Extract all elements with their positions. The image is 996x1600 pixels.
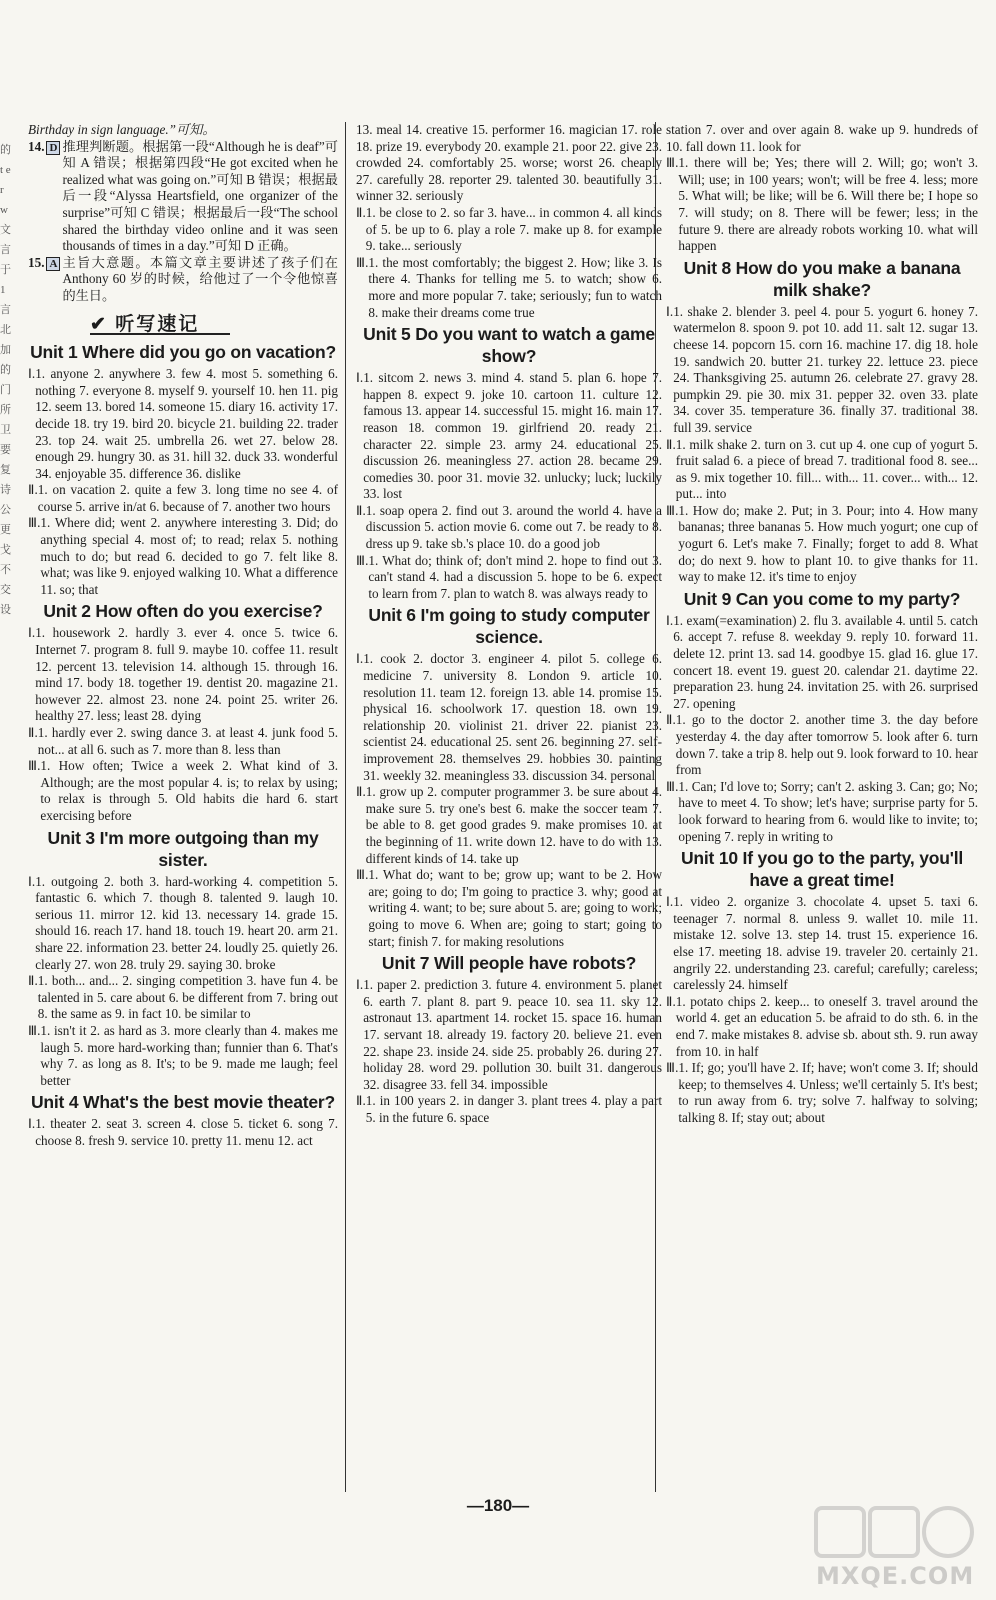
section-number: Ⅰ. — [28, 625, 36, 641]
answer-section — [28, 758, 338, 824]
answer-section — [356, 553, 662, 603]
question-number: 14. D — [28, 139, 62, 255]
section-answers: 1. soap opera 2. find out 3. around the world 4. have a discussion 5. action movie 6. come out 7. be ready to 8. dress up 9. take sb.'s place 10. do a good job — [365, 502, 662, 552]
section-number: Ⅲ. — [666, 502, 679, 518]
section-answers: 1. Where did; went 2. anywhere interesting 3. Did; do anything special 4. most of; to read; relax 5. nothing much to do; but read 6. decided to go 7. felt like 8. what; was like 9. enjoyed walking 10. What a difference 11. so; that — [40, 515, 338, 597]
section-answers: 1. on vacation 2. quite a few 3. long time no see 4. of course 5. arrive in/at 6. because of 7. another two hours — [37, 482, 338, 514]
section-answers: 1. What do; want to be; grow up; want to be 2. How are; going to do; I'm going to practice 3. why; good at writing 4. want; to be; sure about 5. are; going to work; going to move 6. When are; going to start; going to start; finish 7. for making resolutions — [368, 867, 662, 949]
text-line: Birthday in sign language.”可知。 — [28, 122, 216, 137]
question-14 — [28, 139, 338, 255]
unit-8-title: Unit 8 How do you make a banana milk shake? — [683, 257, 961, 300]
section-answers: 13. meal 14. creative 15. performer 16. magician 17. role 18. prize 19. everybody 20. example 21. poor 22. give 23. crowded 24. comfortably 25. worse; worst 26. cheaply 27. carefully 28. reporter 29. talented 30. beautifully 31. winner 32. seriously — [356, 122, 662, 204]
section-number: Ⅰ. — [666, 612, 674, 628]
page-margin-strip: 的 t e r w 文 言 于 1 言 北 加 的 门 所 卫 要 复 诗 公 更 戈 不 交 设 — [0, 144, 11, 616]
column-1 — [28, 122, 338, 1149]
answer-box: A — [46, 257, 60, 271]
answer-section — [666, 304, 978, 437]
section-answers: 1. go to the doctor 2. another time 3. the day before yesterday 4. the day after tomorrow 5. look after 6. turn down 7. take a trip 8. help out 9. look forward to 10. hear from — [675, 712, 978, 778]
question-15 — [28, 255, 338, 305]
unit-6-title: Unit 6 I'm going to study computer science. — [368, 605, 650, 648]
answer-section — [28, 1116, 338, 1149]
section-number: Ⅲ. — [666, 778, 679, 794]
section-answers: 1. be close to 2. so far 3. have... in common 4. all kinds of 5. be up to 6. play a role 7. make up 8. for example 9. take... seriously — [365, 204, 662, 254]
answer-section — [356, 503, 662, 553]
unit-3-title: Unit 3 I'm more outgoing than my sister. — [47, 827, 319, 870]
section-number: Ⅰ. — [28, 366, 36, 382]
answer-section — [356, 370, 662, 503]
section-answers: 1. theater 2. seat 3. screen 4. close 5. ticket 6. song 7. choose 8. fresh 9. service 10. pretty 11. menu 12. act — [35, 1116, 338, 1148]
section-heading: ✔ 听写速记 — [90, 317, 230, 336]
answer-section — [666, 779, 978, 845]
answer-box: D — [46, 141, 60, 155]
section-answers: station 7. over and over again 8. wake up 9. hundreds of 10. fall down 11. look for — [666, 122, 978, 154]
answer-section — [28, 725, 338, 758]
unit-7-title: Unit 7 Will people have robots? — [381, 953, 637, 974]
answer-section — [666, 1060, 978, 1126]
answer-section — [666, 894, 978, 994]
section-answers: 1. shake 2. blender 3. peel 4. pour 5. yogurt 6. honey 7. watermelon 8. spoon 9. pot 10. add 11. salt 12. sugar 13. cheese 14. popcorn 15. corn 16. machine 17. dig 18. hole 19. sandwich 20. butter 21. turkey 22. lettuce 23. piece 24. Thanksgiving 25. autumn 26. celebrate 27. gravy 28. pumpkin 29. pie 30. mix 31. pepper 32. oven 33. plate 34. cover 35. temperature 36. finally 37. traditional 38. full 39. service — [673, 303, 978, 435]
column-divider — [345, 122, 346, 1492]
section-number: Ⅱ. — [356, 204, 366, 220]
unit-1-title: Unit 1 Where did you go on vacation? — [30, 342, 336, 363]
column-3 — [666, 122, 978, 1126]
section-answers: 1. How often; Twice a week 2. What kind of 3. Although; are the most popular 4. is; to relax by using; to relax is through 5. Old habits die hard 6. start exercising before — [40, 758, 338, 823]
section-number: Ⅲ. — [28, 1022, 41, 1038]
page-number: —180— — [466, 1496, 530, 1515]
section-answers: 1. If; go; you'll have 2. If; have; won't come 3. If; should keep; to themselves 4. Unless; we'll certainly 5. It's best; to run away from 6. try; solve 7. halfway to solving; talking 8. If; stay out; about — [678, 1060, 978, 1125]
section-number: Ⅱ. — [28, 725, 38, 740]
answer-section — [666, 122, 978, 155]
section-answers: 1. potato chips 2. keep... to oneself 3. travel around the world 4. get an education 5. be afraid to do sth. 6. in the end 7. make mistakes 8. advise sb. about sth. 9. run away from 10. in half — [675, 993, 978, 1059]
answer-section — [356, 784, 662, 867]
answer-section — [356, 1093, 662, 1126]
section-answers: 1. paper 2. prediction 3. future 4. environment 5. planet 6. earth 7. plant 8. part 9. peace 10. sea 11. sky 12. astronaut 13. apartment 14. rocket 15. space 16. human 17. servant 18. already 19. factory 20. believe 21. even 22. shape 23. inside 24. side 25. probably 26. during 27. holiday 28. word 29. pollution 30. built 31. dangerous 32. disagree 33. fell 34. impossible — [363, 977, 662, 1092]
answer-section — [28, 625, 338, 725]
answer-section — [666, 155, 978, 255]
question-explanation: 主旨大意题。本篇文章主要讲述了孩子们在 Anthony 60 岁的时候，给他过了一个令他惊喜的生日。 — [62, 254, 338, 303]
unit-4-title: Unit 4 What's the best movie theater? — [30, 1092, 336, 1113]
answer-section — [356, 867, 662, 950]
section-answers: 1. isn't it 2. as hard as 3. more clearly than 4. makes me laugh 5. more hard-working than; funnier than 6. That's why 7. as long as 8. It's; to be 9. made me laugh; feel better — [40, 1022, 338, 1088]
section-number: Ⅱ. — [28, 482, 38, 498]
section-answers: 1. How do; make 2. Put; in 3. Pour; into 4. How many bananas; three bananas 5. How much yogurt; one cup of yogurt 6. Let's make 7. Finally; forget to add 8. What do; do next 9. how to plant 10. to give thanks for 11. way to make 12. it's time to enjoy — [678, 502, 978, 585]
answer-section — [28, 973, 338, 1023]
question-explanation: 推理判断题。根据第一段“Although he is deaf”可知 A 错误；根据第四段“He got excited when he realized what was going on.”可知 B 错误；根据最后一段“Alyssa Heartsfield, one organizer of the surprise”可知 C 错误；根据最后一段“The school shared the birthday video online and it was seen thousands of times in a day.”可知 D 正确。 — [62, 138, 338, 254]
answer-section — [28, 482, 338, 515]
section-answers: 1. in 100 years 2. in danger 3. plant trees 4. play a part 5. in the future 6. space — [365, 1093, 662, 1125]
section-answers: 1. cook 2. doctor 3. engineer 4. pilot 5. college 6. medicine 7. university 8. London 9. article 10. resolution 11. team 12. foreign 13. able 14. promise 15. physical 16. schoolwork 17. question 18. own 19. relationship 20. violinist 21. driver 22. pianist 23. scientist 24. educational 25. sent 26. beginning 27. self-improvement 28. themselves 29. hobbies 30. painting 31. weekly 32. meaningless 33. discussion 34. personal — [363, 651, 662, 783]
section-number: Ⅰ. — [356, 370, 364, 386]
section-answers: 1. the most comfortably; the biggest 2. How; like 3. Is there 4. Thanks for telling me 5. to watch; show 6. more and more popular 7. take; seriously; fun to watch 8. make their dreams come true — [368, 254, 662, 320]
section-answers: 1. there will be; Yes; there will 2. Will; go; won't 3. Will; use; in 100 years; won't; will be free 4. less; more 5. What will; be like; will be 6. Will there be; I hope so 7. will study; on 8. There will be fewer; less; in the future 9. there are already robots working 10. what will happen — [678, 155, 978, 254]
section-answers: 1. hardly ever 2. swing dance 3. at least 4. junk food 5. not... at all 6. such as 7. more than 8. less than — [37, 725, 338, 757]
section-number: Ⅰ. — [666, 303, 674, 319]
answer-section — [666, 503, 978, 586]
answer-section — [356, 122, 662, 205]
section-number: Ⅱ. — [666, 712, 676, 728]
answer-section — [28, 515, 338, 598]
section-answers: 1. grow up 2. computer programmer 3. be sure about 4. make sure 5. try one's best 6. make the soccer team 7. be able to 8. get good grades 9. make promises 10. at the beginning of 11. write down 12. have to do with 13. different kinds of 14. take up — [365, 784, 662, 866]
answer-section — [356, 977, 662, 1093]
section-answers: 1. exam(=examination) 2. flu 3. available 4. until 5. catch 6. accept 7. refuse 8. weekday 9. reply 10. forward 11. delete 12. print 13. sad 14. goodbye 15. glad 16. glue 17. concert 18. event 19. guest 20. calendar 21. daytime 22. preparation 23. hung 24. invitation 25. with 26. surprised 27. opening — [673, 612, 978, 711]
checkmark-icon: ✔ — [90, 313, 108, 335]
unit-5-title: Unit 5 Do you want to watch a game show? — [363, 324, 655, 367]
section-answers: 1. both... and... 2. singing competition 3. have fun 4. be talented in 5. care about 6. be different from 7. bring out 8. the same as 9. in fact 10. be similar to — [37, 973, 338, 1022]
section-number: Ⅱ. — [28, 973, 38, 989]
section-number: Ⅱ. — [356, 1093, 366, 1109]
section-number: Ⅰ. — [356, 977, 364, 993]
answer-section — [666, 712, 978, 778]
section-number: Ⅲ. — [356, 867, 369, 883]
section-number: Ⅱ. — [666, 993, 676, 1009]
answer-section — [356, 205, 662, 255]
answer-section — [666, 437, 978, 503]
section-answers: 1. video 2. organize 3. chocolate 4. upset 5. taxi 6. teenager 7. normal 8. unless 9. wallet 10. mile 11. mistake 12. solve 13. step 14. trust 15. experience 16. else 17. meeting 18. advise 19. traveler 20. certainly 21. angrily 22. understanding 23. careful; carefully; careless; carelessly 24. himself — [673, 894, 978, 993]
section-number: Ⅰ. — [28, 873, 36, 889]
section-answers: 1. milk shake 2. turn on 3. cut up 4. one cup of yogurt 5. fruit salad 6. a piece of bread 7. traditional food 8. see... as 9. mix together 10. fill... with... 11. cover... with... 12. put... into — [675, 436, 978, 502]
section-number: Ⅰ. — [28, 1116, 36, 1132]
section-number: Ⅲ. — [356, 254, 369, 270]
section-answers: 1. anyone 2. anywhere 3. few 4. most 5. something 6. nothing 7. everyone 8. myself 9. yourself 10. hen 11. pig 12. seem 13. bored 14. someone 15. diary 16. activity 17. decide 18. try 19. bird 20. bicycle 21. building 22. trader 23. top 24. wait 25. umbrella 26. wet 27. below 28. enough 29. hungry 30. as 31. hill 32. duck 33. wonderful 34. enjoyable 35. difference 36. dislike — [35, 366, 338, 481]
answer-section — [356, 255, 662, 321]
answer-section — [28, 874, 338, 974]
answer-section — [28, 366, 338, 482]
section-number: Ⅲ. — [28, 758, 41, 774]
section-number: Ⅱ. — [356, 502, 366, 518]
answer-section — [28, 1023, 338, 1089]
answer-section — [356, 651, 662, 784]
section-number: Ⅰ. — [666, 894, 674, 910]
section-number: Ⅱ. — [666, 436, 676, 452]
section-answers: 1. What do; think of; don't mind 2. hope to find out 3. can't stand 4. had a discussion 5. hope to be 6. expect to learn from 7. plan to watch 8. was always ready to — [368, 552, 662, 601]
section-number: Ⅲ. — [666, 155, 679, 171]
section-answers: 1. Can; I'd love to; Sorry; can't 2. asking 3. Can; go; No; have to meet 4. To show; let's have; surprise party for 5. look forward to hearing from 6. would like to invite; to; opening 7. reply in writing to — [678, 778, 978, 844]
unit-9-title: Unit 9 Can you come to my party? — [683, 588, 961, 609]
section-number: Ⅲ. — [666, 1060, 679, 1076]
section-number: Ⅰ. — [356, 651, 364, 667]
question-number: 15. A — [28, 255, 62, 305]
section-number: Ⅲ. — [356, 552, 369, 568]
section-number: Ⅲ. — [28, 515, 41, 531]
section-answers: 1. sitcom 2. news 3. mind 4. stand 5. plan 6. hope 7. happen 8. expect 9. joke 10. cartoon 11. culture 12. famous 13. appear 14. successful 15. might 16. main 17. reason 18. common 19. girlfriend 20. ready 21. character 22. simple 23. army 24. educational 25. discussion 26. meaningless 27. action 28. became 29. comedies 30. poor 31. movie 32. unlucky; luck; luckily 33. lost — [363, 370, 662, 502]
watermark-logo: MXQE.COM — [806, 1500, 986, 1594]
section-answers: 1. housework 2. hardly 3. ever 4. once 5. twice 6. Internet 7. program 8. full 9. maybe 10. coffee 11. result 12. percent 13. television 14. although 15. through 16. mind 17. body 18. together 19. dentist 20. magazine 21. however 22. almost 23. none 24. point 25. writer 26. healthy 27. less; least 28. dying — [35, 625, 338, 724]
section-answers: 1. outgoing 2. both 3. hard-working 4. competition 5. fantastic 6. which 7. though 8. talented 9. laugh 10. serious 11. mirror 12. kid 13. necessary 14. grade 15. should 16. reach 17. hand 18. touch 19. heart 20. arm 21. share 22. information 23. better 24. loudly 25. quietly 26. clearly 27. won 28. truly 29. saying 30. broke — [35, 873, 338, 972]
section-number: Ⅱ. — [356, 784, 366, 800]
column-2 — [356, 122, 662, 1126]
answer-section — [666, 994, 978, 1060]
unit-2-title: Unit 2 How often do you exercise? — [43, 601, 323, 622]
answer-section — [666, 613, 978, 713]
unit-10-title: Unit 10 If you go to the party, you'll have a great time! — [680, 848, 964, 891]
